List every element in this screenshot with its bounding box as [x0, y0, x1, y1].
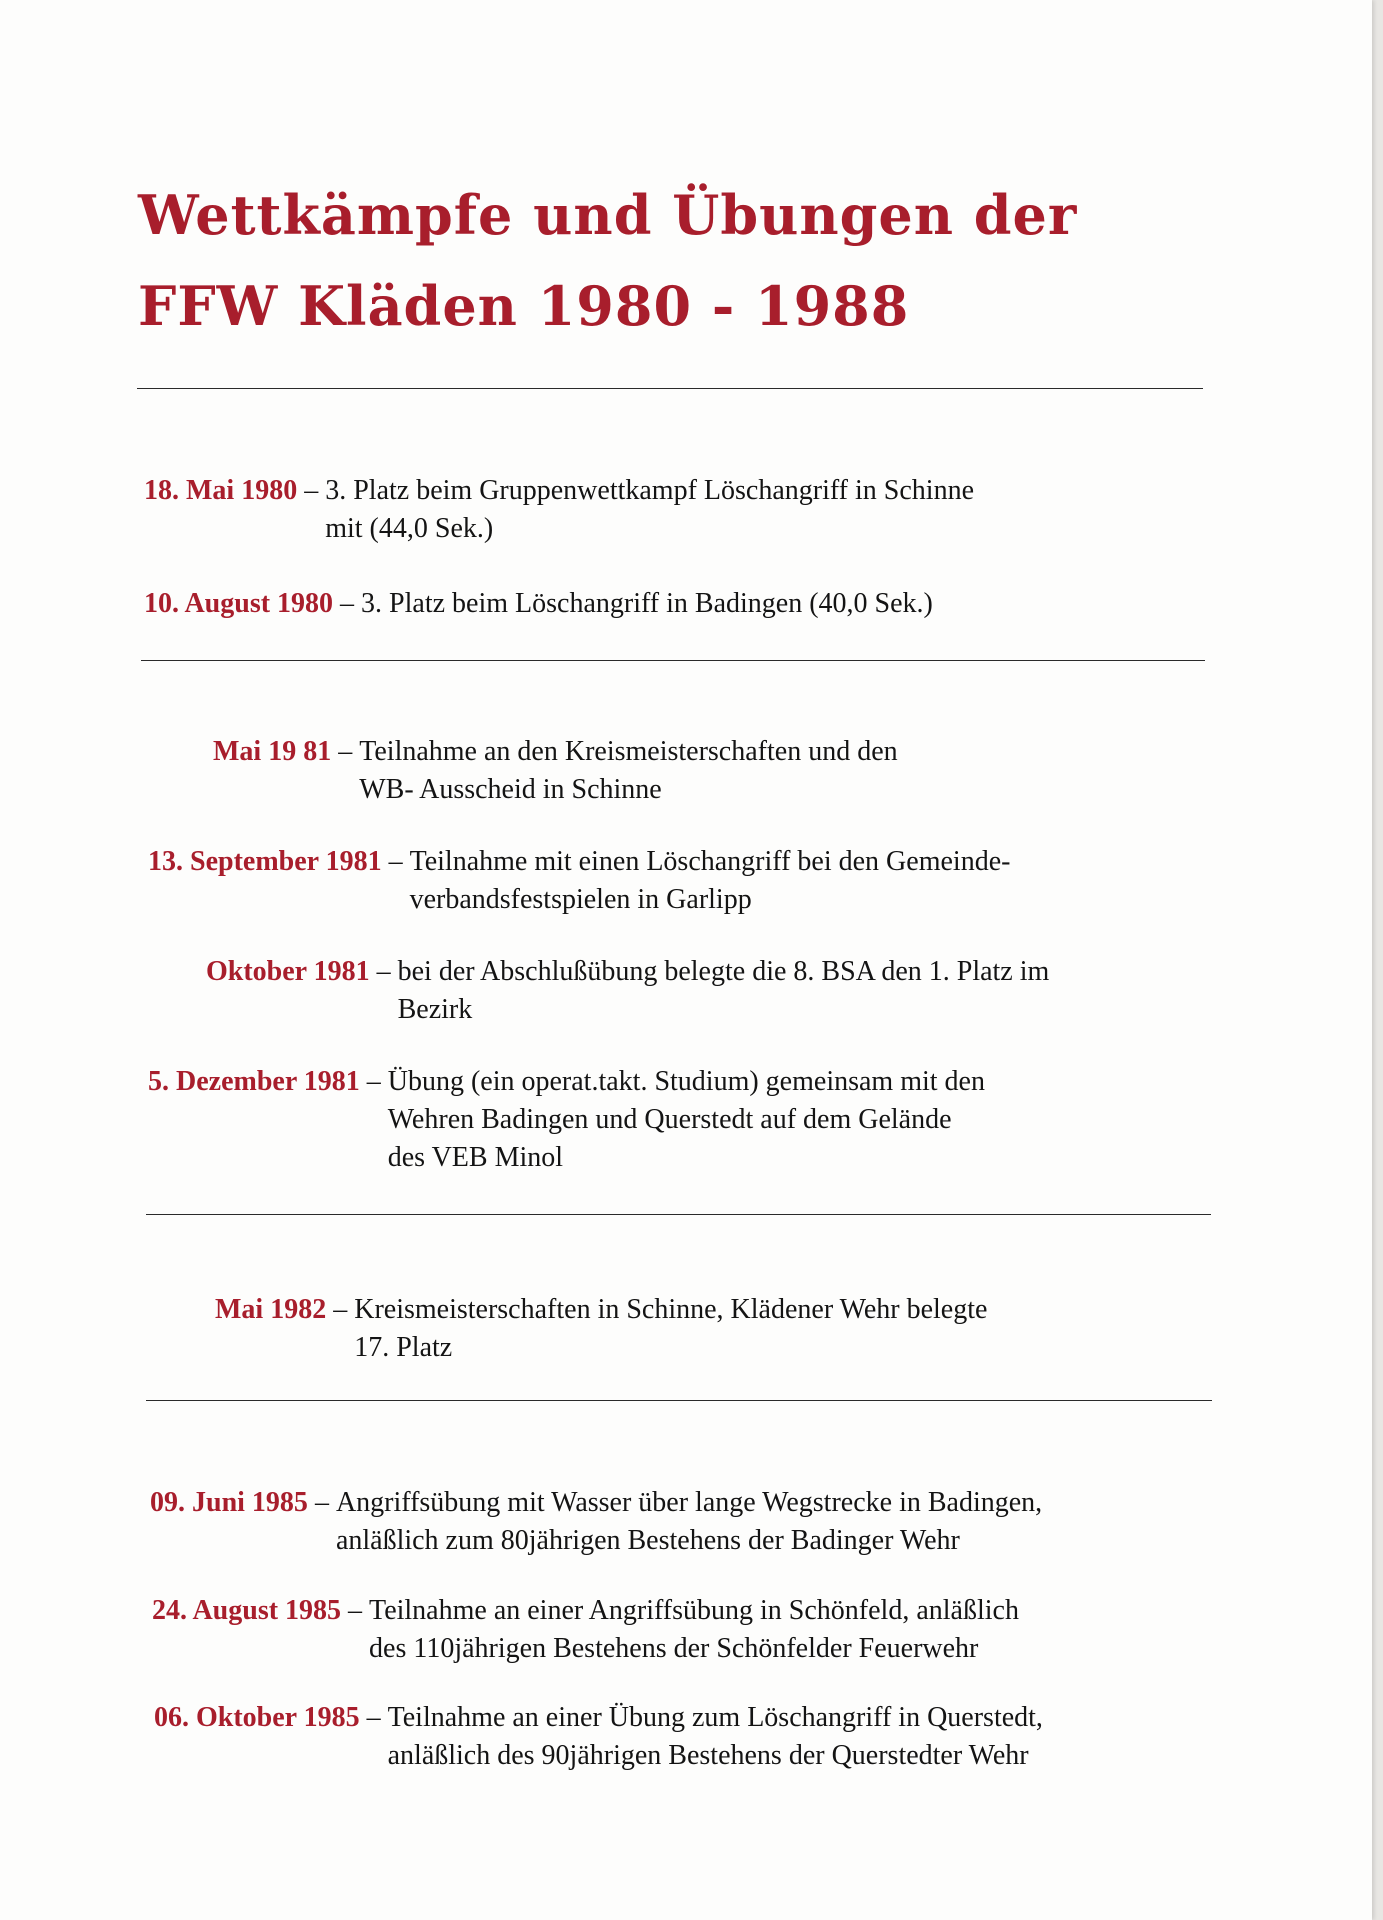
entry-dash: –: [381, 846, 410, 877]
entry-1980-05: [144, 472, 974, 548]
page-title: [138, 170, 1077, 352]
entry-line: Teilnahme an einer Angriffsübung in Schönfeld, anläßlich: [369, 1595, 1019, 1626]
entry-line: des 110jährigen Bestehens der Schönfelder Feuerwehr: [369, 1633, 979, 1664]
entry-line: verbandsfestspielen in Garlipp: [409, 884, 752, 915]
entry-dash: –: [297, 475, 326, 506]
entry-dash: –: [341, 1595, 370, 1626]
entry-date: Mai 1982: [215, 1294, 327, 1325]
entry-date: 24. August 1985: [152, 1595, 342, 1626]
entry-line: 17. Platz: [354, 1332, 453, 1363]
entry-line: WB- Ausscheid in Schinne: [359, 774, 662, 805]
entry-text: [354, 1291, 987, 1367]
title-line: FFW Kläden 1980 - 1988: [138, 274, 910, 338]
entry-dash: –: [333, 588, 362, 619]
entry-date: 18. Mai 1980: [144, 475, 298, 506]
entry-line: Übung (ein operat.takt. Studium) gemeinsam mit den: [387, 1066, 985, 1097]
entry-dash: –: [369, 956, 398, 987]
entry-date: 10. August 1980: [144, 588, 334, 619]
entry-1985-06: [150, 1484, 1042, 1560]
entry-text: [325, 472, 974, 548]
entry-text: [369, 1592, 1019, 1668]
entry-line: Kreismeisterschaften in Schinne, Klädener Wehr belegte: [354, 1294, 988, 1325]
divider: [146, 1214, 1211, 1215]
entry-line: Teilnahme an den Kreismeisterschaften und den: [359, 736, 898, 767]
entry-dash: –: [326, 1294, 355, 1325]
entry-dash: –: [359, 1066, 388, 1097]
entry-line: Teilnahme an einer Übung zum Löschangriff in Querstedt,: [387, 1702, 1043, 1733]
entry-date: 06. Oktober 1985: [154, 1702, 360, 1733]
entry-1981-10: [206, 953, 1049, 1029]
entry-1981-05: [213, 733, 898, 809]
entry-date: 13. September 1981: [148, 846, 382, 877]
entry-dash: –: [307, 1487, 336, 1518]
entry-line: Wehren Badingen und Querstedt auf dem Gelände: [387, 1104, 952, 1135]
entry-1981-09: [148, 843, 1010, 919]
entry-text: [388, 1063, 985, 1177]
entry-line: des VEB Minol: [387, 1142, 564, 1173]
entry-line: anläßlich des 90jährigen Bestehens der Querstedter Wehr: [387, 1740, 1029, 1771]
entry-1980-08: [144, 585, 933, 623]
entry-date: Mai 19 81: [213, 736, 332, 767]
entry-line: anläßlich zum 80jährigen Bestehens der Badinger Wehr: [335, 1525, 960, 1556]
entry-text: [361, 585, 933, 623]
entry-1985-08: [152, 1592, 1019, 1668]
divider: [141, 660, 1205, 661]
divider: [137, 388, 1203, 389]
entry-text: [410, 843, 1011, 919]
entry-line: mit (44,0 Sek.): [325, 513, 494, 544]
entry-line: Angriffsübung mit Wasser über lange Wegstrecke in Badingen,: [335, 1487, 1043, 1518]
entry-date: 5. Dezember 1981: [148, 1066, 360, 1097]
entry-dash: –: [331, 736, 360, 767]
entry-text: [359, 733, 897, 809]
entry-text: [388, 1699, 1043, 1775]
entry-text: [336, 1484, 1042, 1560]
entry-1981-12: [148, 1063, 985, 1177]
entry-text: [398, 953, 1050, 1029]
entry-line: Teilnahme mit einen Löschangriff bei den Gemeinde-: [409, 846, 1011, 877]
entry-line: 3. Platz beim Gruppenwettkampf Löschangriff in Schinne: [325, 475, 974, 506]
entry-line: bei der Abschlußübung belegte die 8. BSA den 1. Platz im: [397, 956, 1050, 987]
entry-1982-05: [215, 1291, 987, 1367]
entry-line: Bezirk: [397, 994, 473, 1025]
entry-dash: –: [359, 1702, 388, 1733]
entry-line: 3. Platz beim Löschangriff in Badingen (40,0 Sek.): [361, 588, 933, 619]
entry-date: 09. Juni 1985: [150, 1487, 308, 1518]
entry-date: Oktober 1981: [206, 956, 370, 987]
divider: [146, 1400, 1212, 1401]
title-line: Wettkämpfe und Übungen der: [138, 183, 1078, 247]
entry-1985-10: [154, 1699, 1043, 1775]
